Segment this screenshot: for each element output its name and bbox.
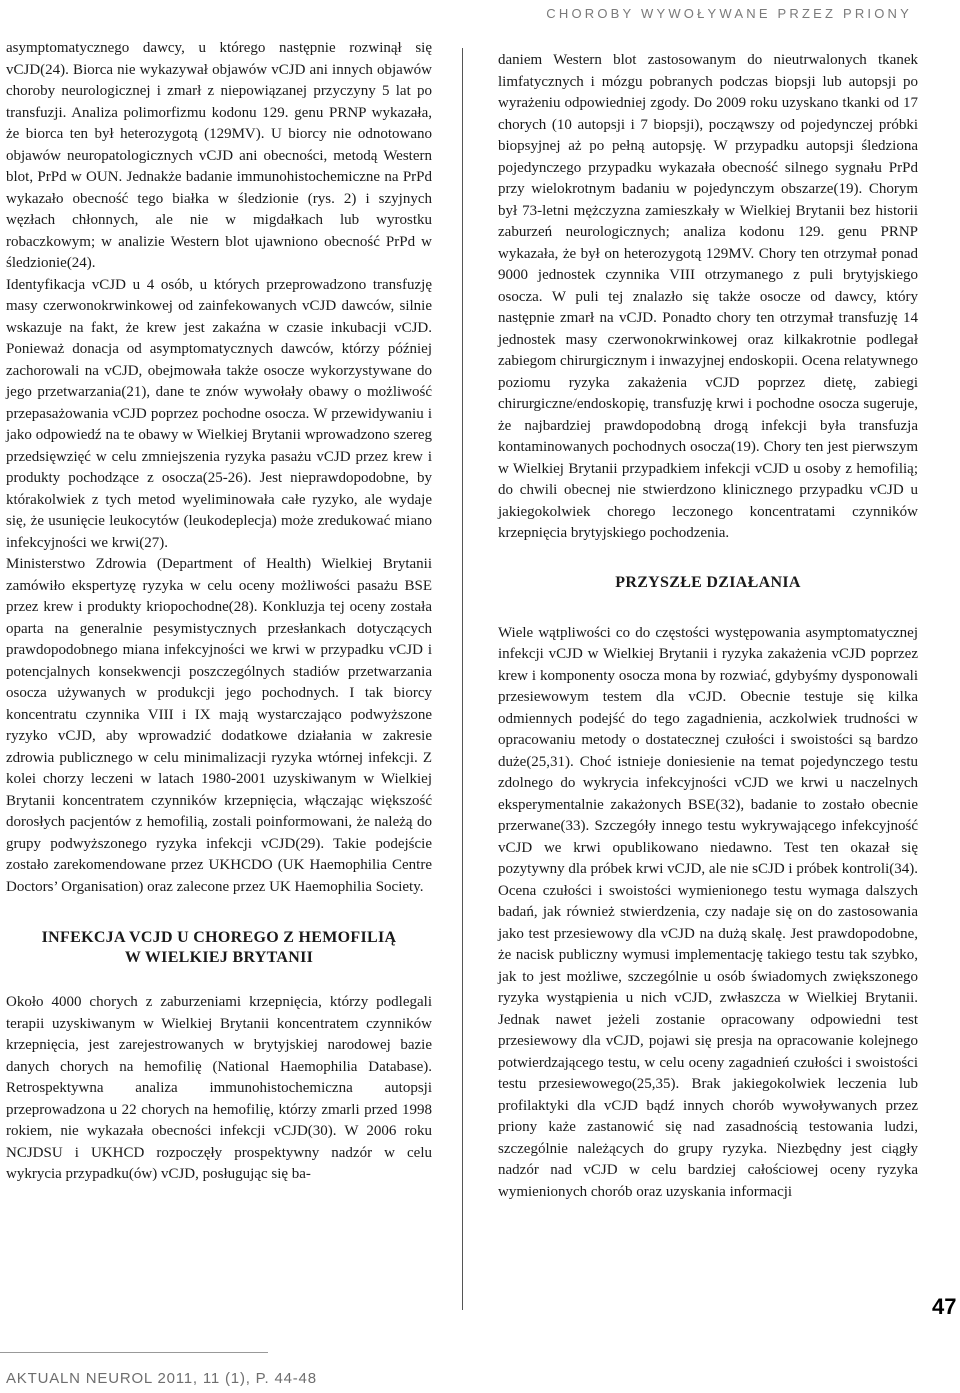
paragraph: asymptomatycznego dawcy, u którego następnie rozwinął się vCJD(24). Biorca nie wykazywał objawów vCJD ani innych objawów choroby neurologicznej i zmarł z niepowiązanej przyczyny 5 lat po transfuzji. Analiza polimorfizmu kodonu 129. genu PRNP wykazała, że biorca ten był heterozygotą (129MV). U biorcy nie odnotowano objawów neuropatologicznych vCJD ani obecności, metodą Western blot, PrPd w OUN. Jednakże badanie immunohistochemiczne na PrPd wykazało obecność tego białka w śledzionie (rys. 2) i szyjnych węzłach chłonnych, ale nie w migdałkach lub wyrostku robaczkowym; w analizie Western blot ujawniono obecność PrPd w śledzionie(24). [6, 40, 432, 271]
paragraph: Wiele wątpliwości co do częstości występowania asymptomatycznej infekcji vCJD w Wielkiej Brytanii i ryzyka zakażenia vCJD poprzez krew i komponenty osocza mona by rozwiać, gdybyśmy dysponowali przesiewowym testem dla vCJD. Obecnie testuje się kilka odmiennych podejść do tego zagadnienia, aczkolwiek trudności w opracowaniu metody o dostatecznej czułości i swoistości są bardzo duże(25,31). Choć istnieje doniesienie na temat pojedynczego testu zdolnego do wykrycia infekcyjności vCJD we krwi u naczelnych eksperymentalnie zakażonych BSE(32), badanie to zostało obecnie przerwane(33). Szczegóły innego testu wykrywającego infekcyjność vCJD we krwi opublikowano niedawno. Test ten okazał się pozytywny dla próbek krwi vCJD, ale nie sCJD i próbek kontroli(34). Ocena czułości i swoistości wymienionego testu wymaga dalszych badań, jak również stwierdzenia, czy nadaje się on do zastosowania jako test przesiewowy dla vCJD na dużą skalę. Jest prawdopodobne, że nacisk publiczny wymusi implementację takiego testu tak szybko, jak to jest możliwe, szczególnie u osób świadomych zwiększonego ryzyka wystąpienia u nich vCJD, zwłaszcza w Wielkiej Brytanii. Jednak nawet jeżeli zostanie opracowany odpowiedni test przesiewowy dla vCJD, pojawi się presja na opracowanie kolejnego potwierdzającego testu, w celu oceny zagadnień czułości i swoistości testu przesiewowego(25,35). Brak jakiegokolwiek leczenia lub profilaktyki dla vCJD bądź innych chorób wywoływanych przez priony każe zastanowić się nad zasadnością testowania ludzi, szczególnie należących do grupy ryzyka. Niezbędny jest ciągły nadzór nad vCJD w celu bardziej całościowej oceny ryzyka wymienionych chorób oraz uzyskania informacji [498, 624, 918, 1200]
column-divider [462, 48, 463, 1310]
paragraph: Ministerstwo Zdrowia (Department of Health) Wielkiej Brytanii zamówiło ekspertyzę ryzyka w celu oceny możliwości pasażu BSE przez krew i produkty kriopochodne(28). Konkluzja tej oceny została oparta na generalnie pesymistycznych przesłankach dotyczących prawdopodobnego miana infekcyjności we krwi w przypadku vCJD i potencjalnych konsekwencji poszczególnych stadiów przetwarzania osocza używanych w produkcji jego pochodnych. I tak biorcy koncentratu czynnika VIII i IX mają wystarczająco podwyższone ryzyko vCJD, aby wprowadzić dodatkowe działania w zakresie zdrowia publicznego w celu minimalizacji ryzyka wtórnej infekcji. Z kolei chorzy leczeni w latach 1980-2001 uzyskiwanym w Wielkiej Brytanii koncentratem czynników krzepnięcia, włączając większość dorosłych pacjentów z hemofilią, zostali poinformowani, że należą do grupy podwyższonego ryzyka infekcji vCJD(29). Takie podejście zostało zarekomendowane przez UKHCDO (UK Haemophilia Centre Doctors’ Organisation) oraz zalecone przez UK Haemophilia Society. [6, 556, 432, 895]
paragraph: Około 4000 chorych z zaburzeniami krzepnięcia, którzy podlegali terapii uzyskiwanym w Wielkiej Brytanii koncentratem czynników krzepnięcia, jest zarejestrowanych w brytyjskiej narodowej bazie danych chorych na hemofilię (National Haemophilia Database). Retrospektywna analiza immunohistochemiczna autopsji przeprowadzona u 22 chorych na hemofilię, którzy zmarli przed 1998 rokiem, nie wykazała obecności infekcji vCJD(30). W 2006 roku NCJDSU i UKHCD rozpoczęły prospektywny nadzór w celu wykrycia przypadku(ów) vCJD, posługując się ba- [6, 994, 432, 1182]
section-title: PRZYSZŁE DZIAŁANIA [615, 573, 801, 591]
section-title [6, 928, 432, 968]
running-head: CHOROBY WYWOŁYWANE PRZEZ PRIONY [546, 6, 912, 21]
journal-footer: AKTUALN NEUROL 2011, 11 (1), P. 44-48 [6, 1370, 317, 1387]
section-title-line: INFEKCJA VCJD U CHOREGO Z HEMOFILIĄ [41, 929, 397, 946]
page-number: 47 [932, 1294, 957, 1319]
section-title-line: W WIELKIEJ BRYTANII [124, 949, 314, 966]
right-column [498, 50, 918, 1203]
footer-divider [0, 1352, 268, 1353]
paragraph: daniem Western blot zastosowanym do nieutrwalonych tkanek limfatycznych i mózgu pobranych podczas biopsji lub autopsji po wyrażeniu odpowiedniej zgody. Do 2009 roku uzyskano tkanki od 17 chorych (10 autopsji i 7 biopsji), począwszy od pojedynczej próbki biopsyjnej aż po pełną autopsję. W przypadku autopsji śledziona pojedynczego przypadku wykazała obecność silnego sygnału PrPd przy wielokrotnym badaniu w pojedynczym obszarze(19). Chorym był 73-letni mężczyzna zamieszkały w Wielkiej Brytanii bez historii zaburzeń neurologicznych; analiza kodonu 129. genu PRNP wykazała, że był on heterozygotą 129MV. Chory ten otrzymał ponad 9000 jednostek czynnika VIII otrzymanego z puli brytyjskiego osocza. W puli tej znalazło się także osocze od dawcy, który następnie zmarł na vCJD. Ponadto chory ten otrzymał transfuzję 14 jednostek masy czerwonokrwinkowej oraz kilkakrotnie podlegał zabiegom chirurgicznym i inwazyjnej endoskopii. Ocena relatywnego poziomu ryzyka zakażenia vCJD poprzez dietę, zabiegi chirurgiczne/endoskopię, transfuzję krwi i pochodne osocza sugeruje, że najbardziej prawdopodobną drogą infekcji była transfuzja kontaminowanych pochodnych osocza(19). Chory ten jest pierwszym w Wielkiej Brytanii przypadkiem infekcji vCJD u osoby z hemofilią; do chwili obecnej nie stwierdzono klinicznego przypadku vCJD u jakiegokolwiek chorego leczonego koncentratami czynników krzepnięcia brytyjskiego pochodzenia. [498, 52, 918, 541]
left-column [6, 38, 432, 1186]
paragraph: Identyfikacja vCJD u 4 osób, u których przeprowadzono transfuzję masy czerwonokrwinkowej od zainfekowanych vCJD dawców, silnie wskazuje na fakt, że krew jest zakaźna w czasie inkubacji vCJD. Ponieważ donacja od asymptomatycznych dawców, którzy później zachorowali na vCJD, obejmowała także osocze wykorzystywane do jego przetwarzania(21), dane te znów wywołały obawy o możliwość przepasażowania vCJD poprzez pochodne osocza. W przewidywaniu i jako odpowiedź na te obawy w Wielkiej Brytanii wprowadzono szereg przedsięwzięć w celu zmniejszenia ryzyka pasażu vCJD przez krew i produkty pochodzące z osocza(25-26). Jest nieprawdopodobne, by którakolwiek z tych metod wyeliminowała całe ryzyko, ale wydaje się, że usunięcie leukocytów (leukodeplecja) może zredukować miano infekcyjności we krwi(27). [6, 276, 432, 551]
